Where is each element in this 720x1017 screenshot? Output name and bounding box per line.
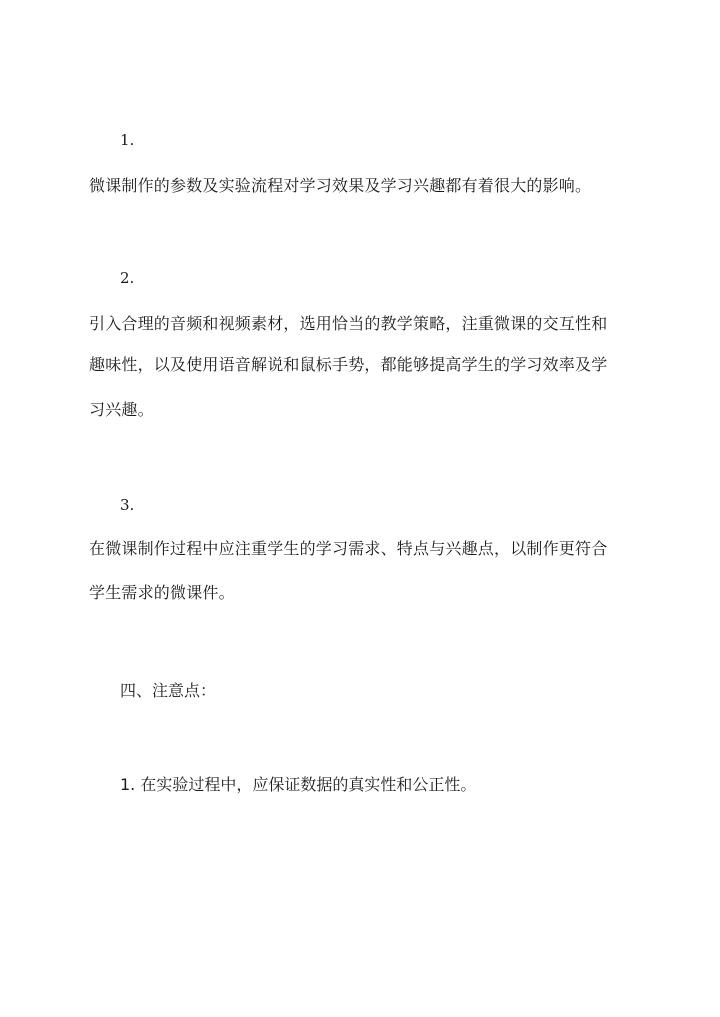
section-1-number: 1. (120, 131, 135, 149)
section-2-line-3: 习兴趣。 (89, 400, 154, 419)
section-2-line-1: 引入合理的音频和视频素材，选用恰当的教学策略，注重微课的交互性和 (89, 314, 608, 333)
section-2-number: 2. (120, 269, 135, 287)
section-2-line-2: 趣味性，以及使用语音解说和鼠标手势，都能够提高学生的学习效率及学 (89, 355, 608, 374)
notes-heading: 四、注意点： (120, 681, 217, 700)
section-3-line-1: 在微课制作过程中应注重学生的学习需求、特点与兴趣点，以制作更符合 (89, 539, 608, 558)
section-1-line-1: 微课制作的参数及实验流程对学习效果及学习兴趣都有着很大的影响。 (89, 176, 592, 195)
note-item-1: 1. 在实验过程中，应保证数据的真实性和公正性。 (120, 775, 477, 794)
section-3-number: 3. (120, 496, 135, 514)
section-3-line-2: 学生需求的微课件。 (89, 583, 235, 602)
